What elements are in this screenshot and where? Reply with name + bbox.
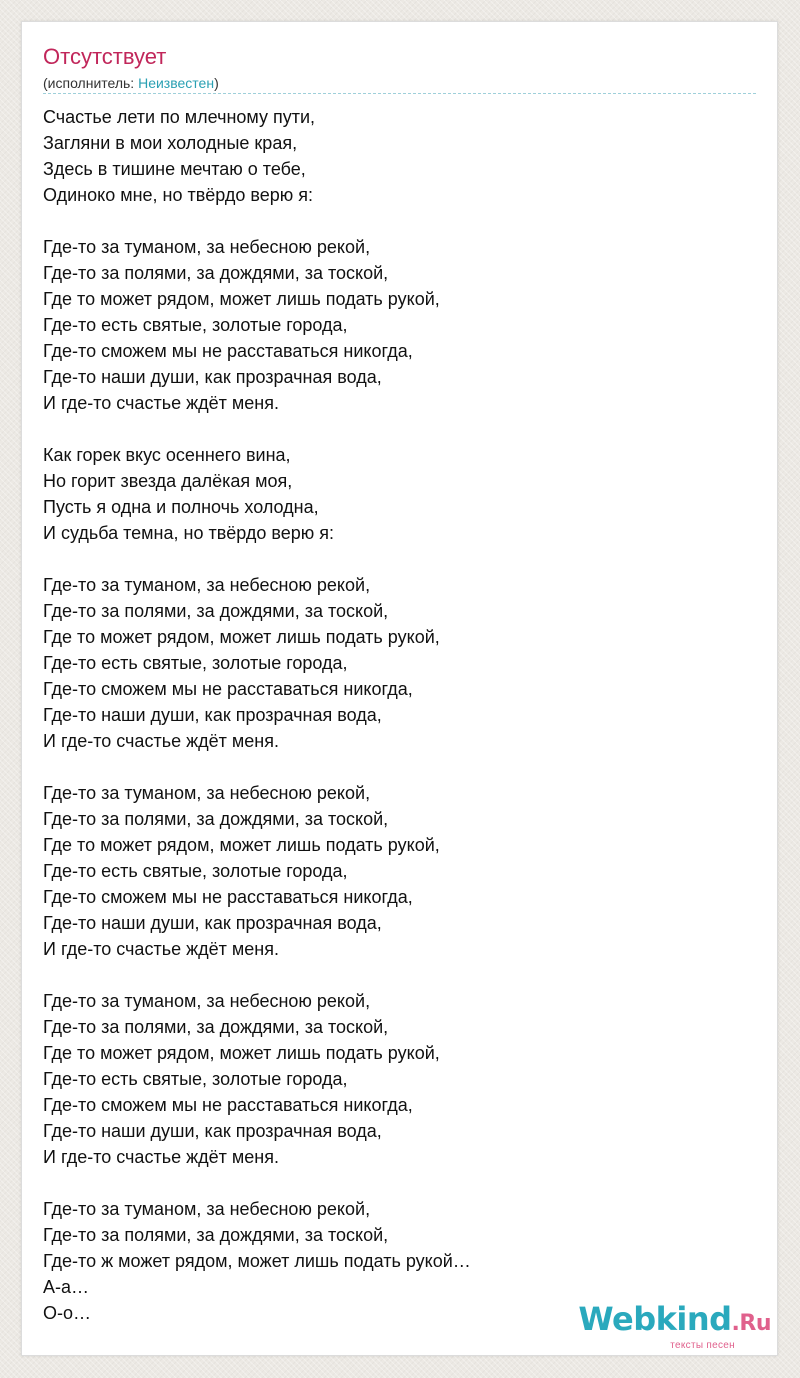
lyrics-stanza	[43, 442, 753, 546]
webkind-logo[interactable]	[578, 1302, 771, 1351]
lyrics-stanza	[43, 234, 753, 416]
lyrics-line: Где-то наши души, как прозрачная вода,	[43, 367, 382, 387]
lyrics-line: Где то может рядом, может лишь подать рукой,	[43, 1043, 440, 1063]
lyrics-line: Но горит звезда далёкая моя,	[43, 471, 293, 491]
lyrics-line: Одиноко мне, но твёрдо верю я:	[43, 185, 314, 205]
song-title: Отсутствует	[43, 44, 167, 69]
performer-prefix: (исполнитель:	[43, 75, 139, 91]
header-divider	[43, 93, 756, 94]
lyrics-line: Как горек вкус осеннего вина,	[43, 445, 291, 465]
lyrics-line: Где-то за туманом, за небесною рекой,	[43, 991, 371, 1011]
lyrics-line: Где-то есть святые, золотые города,	[43, 1069, 348, 1089]
lyrics-line: Где-то за полями, за дождями, за тоской,	[43, 809, 389, 829]
lyrics-line: Где-то наши души, как прозрачная вода,	[43, 705, 382, 725]
logo-name: Webkind	[578, 1300, 732, 1338]
lyrics-line: Где-то сможем мы не расставаться никогда,	[43, 679, 413, 699]
lyrics-line: И где-то счастье ждёт меня.	[43, 1147, 279, 1167]
performer-line	[43, 74, 219, 92]
lyrics-stanza	[43, 780, 753, 962]
logo-tld: .Ru	[731, 1311, 771, 1336]
lyrics-line: Где то может рядом, может лишь подать рукой,	[43, 627, 440, 647]
lyrics-line: Где-то за полями, за дождями, за тоской,	[43, 601, 389, 621]
lyrics-line: Счастье лети по млечному пути,	[43, 107, 316, 127]
lyrics-line: О-о…	[43, 1303, 92, 1323]
artist-link[interactable]: Неизвестен	[138, 75, 215, 91]
lyrics-line: Где-то наши души, как прозрачная вода,	[43, 913, 382, 933]
lyrics-line: И где-то счастье ждёт меня.	[43, 393, 279, 413]
lyrics-line: Где-то есть святые, золотые города,	[43, 861, 348, 881]
lyrics-line: Пусть я одна и полночь холодна,	[43, 497, 319, 517]
lyrics-line: Где-то сможем мы не расставаться никогда,	[43, 341, 413, 361]
logo-tagline: тексты песен	[670, 1340, 735, 1351]
lyrics-line: Где то может рядом, может лишь подать рукой,	[43, 289, 440, 309]
lyrics-line: Где-то за туманом, за небесною рекой,	[43, 237, 371, 257]
lyrics-line: Где-то за туманом, за небесною рекой,	[43, 575, 371, 595]
lyrics-stanza	[43, 988, 753, 1170]
lyrics-line: И где-то счастье ждёт меня.	[43, 731, 279, 751]
performer-suffix: )	[214, 75, 219, 91]
lyrics-line: Где-то есть святые, золотые города,	[43, 315, 348, 335]
lyrics-stanza	[43, 104, 753, 208]
lyrics-line: Где-то ж может рядом, может лишь подать рукой…	[43, 1251, 471, 1271]
lyrics-line: Где-то сможем мы не расставаться никогда,	[43, 1095, 413, 1115]
lyrics-card	[21, 21, 778, 1356]
lyrics-line: А-а…	[43, 1277, 90, 1297]
lyrics-line: И судьба темна, но твёрдо верю я:	[43, 523, 335, 543]
lyrics-line: Где-то за полями, за дождями, за тоской,	[43, 1225, 389, 1245]
lyrics-line: Где-то есть святые, золотые города,	[43, 653, 348, 673]
lyrics-line: И где-то счастье ждёт меня.	[43, 939, 279, 959]
lyrics-line: Где-то сможем мы не расставаться никогда,	[43, 887, 413, 907]
lyrics-line: Где-то за полями, за дождями, за тоской,	[43, 263, 389, 283]
lyrics-line: Где-то за туманом, за небесною рекой,	[43, 1199, 371, 1219]
lyrics-line: Загляни в мои холодные края,	[43, 133, 298, 153]
lyrics-stanza	[43, 572, 753, 754]
lyrics-line: Где то может рядом, может лишь подать рукой,	[43, 835, 440, 855]
lyrics-line: Здесь в тишине мечтаю о тебе,	[43, 159, 306, 179]
lyrics-line: Где-то за полями, за дождями, за тоской,	[43, 1017, 389, 1037]
lyrics-line: Где-то наши души, как прозрачная вода,	[43, 1121, 382, 1141]
logo-wordmark	[578, 1302, 771, 1341]
lyrics-line: Где-то за туманом, за небесною рекой,	[43, 783, 371, 803]
lyrics-body	[43, 104, 753, 1352]
